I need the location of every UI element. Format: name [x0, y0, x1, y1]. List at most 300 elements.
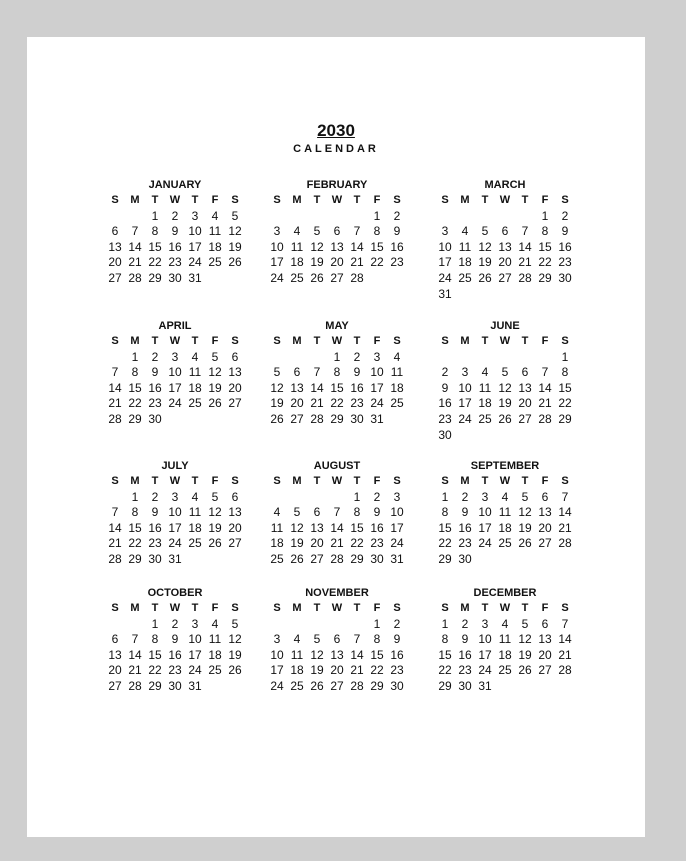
day-cell: 22 — [438, 663, 452, 678]
weekday-header: S — [231, 475, 239, 487]
day-cell: 23 — [458, 536, 472, 551]
day-cell: 17 — [438, 255, 452, 270]
day-cell: 23 — [350, 396, 364, 411]
day-cell: 18 — [458, 255, 472, 270]
day-cell: 18 — [498, 520, 512, 535]
weekday-header: S — [393, 602, 401, 614]
day-cell: 15 — [128, 380, 142, 395]
day-cell: 29 — [350, 551, 364, 566]
day-cell: 30 — [458, 551, 472, 566]
weekday-header: F — [373, 194, 381, 206]
weekday-header: S — [111, 475, 119, 487]
empty-day-cell — [307, 490, 327, 506]
day-cell: 17 — [370, 380, 384, 395]
weekday-header: F — [541, 475, 549, 487]
day-cell: 3 — [191, 208, 199, 223]
weekday-header: S — [231, 194, 239, 206]
day-cell: 19 — [478, 255, 492, 270]
weekday-header: W — [499, 475, 511, 487]
empty-day-cell — [307, 209, 327, 225]
weekday-header: T — [191, 475, 199, 487]
day-cell: 27 — [498, 270, 512, 285]
day-cell: 18 — [208, 647, 222, 662]
day-cell: 26 — [478, 270, 492, 285]
day-cell: 11 — [390, 365, 404, 380]
day-cell: 20 — [330, 663, 344, 678]
weekday-header: T — [151, 475, 159, 487]
empty-day-cell — [327, 209, 347, 225]
day-cell: 18 — [188, 520, 202, 535]
day-cell: 4 — [211, 616, 219, 631]
day-cell: 19 — [518, 520, 532, 535]
month-august — [267, 458, 407, 568]
day-cell: 12 — [478, 239, 492, 254]
day-cell: 9 — [393, 632, 401, 647]
month-grid — [435, 193, 575, 302]
day-cell: 29 — [538, 270, 552, 285]
day-cell: 2 — [171, 616, 179, 631]
day-cell: 13 — [108, 239, 122, 254]
day-cell: 15 — [148, 647, 162, 662]
day-cell: 4 — [501, 489, 509, 504]
weekday-header: S — [561, 335, 569, 347]
day-cell: 16 — [390, 647, 404, 662]
weekday-header: T — [313, 602, 321, 614]
day-cell: 20 — [228, 520, 242, 535]
day-cell: 13 — [498, 239, 512, 254]
day-cell: 1 — [151, 616, 159, 631]
day-cell: 14 — [558, 632, 572, 647]
month-name: FEBRUARY — [306, 179, 368, 191]
day-cell: 11 — [188, 505, 202, 520]
day-cell: 4 — [191, 489, 199, 504]
month-name: MARCH — [484, 179, 526, 191]
day-cell: 6 — [111, 224, 119, 239]
day-cell: 9 — [561, 224, 569, 239]
year-title: 2030 — [317, 121, 355, 140]
empty-day-cell — [347, 209, 367, 225]
day-cell: 24 — [370, 396, 384, 411]
day-cell: 11 — [188, 365, 202, 380]
day-cell: 5 — [231, 208, 239, 223]
month-grid — [267, 334, 407, 428]
day-cell: 14 — [538, 380, 552, 395]
day-cell: 14 — [108, 380, 122, 395]
empty-day-cell — [287, 617, 307, 633]
weekday-header: S — [231, 602, 239, 614]
month-june — [435, 318, 575, 443]
day-cell: 2 — [171, 208, 179, 223]
day-cell: 19 — [228, 647, 242, 662]
month-name: OCTOBER — [147, 587, 203, 599]
weekday-header: S — [393, 335, 401, 347]
day-cell: 20 — [330, 255, 344, 270]
day-cell: 2 — [353, 349, 361, 364]
weekday-header: T — [151, 335, 159, 347]
day-cell: 25 — [498, 536, 512, 551]
weekday-header: M — [460, 475, 470, 487]
day-cell: 9 — [171, 632, 179, 647]
day-cell: 2 — [151, 489, 159, 504]
day-cell: 19 — [310, 255, 324, 270]
day-cell: 25 — [478, 411, 492, 426]
day-cell: 27 — [538, 663, 552, 678]
day-cell: 14 — [128, 239, 142, 254]
empty-day-cell — [347, 617, 367, 633]
day-cell: 24 — [270, 678, 284, 693]
day-cell: 1 — [131, 349, 139, 364]
day-cell: 22 — [538, 255, 552, 270]
weekday-header: S — [441, 335, 449, 347]
day-cell: 29 — [330, 411, 344, 426]
empty-day-cell — [105, 350, 125, 366]
weekday-header: T — [191, 194, 199, 206]
day-cell: 31 — [168, 551, 182, 566]
day-cell: 6 — [501, 224, 509, 239]
day-cell: 6 — [541, 616, 549, 631]
day-cell: 15 — [438, 520, 452, 535]
weekday-header: T — [481, 335, 489, 347]
weekday-header: T — [521, 194, 529, 206]
day-cell: 25 — [458, 270, 472, 285]
day-cell: 8 — [131, 505, 139, 520]
empty-day-cell — [267, 490, 287, 506]
day-cell: 12 — [310, 239, 324, 254]
day-cell: 3 — [373, 349, 381, 364]
month-name: DECEMBER — [473, 587, 537, 599]
month-grid — [435, 474, 575, 568]
day-cell: 1 — [561, 349, 569, 364]
empty-day-cell — [267, 617, 287, 633]
day-cell: 28 — [128, 678, 142, 693]
day-cell: 22 — [350, 536, 364, 551]
day-cell: 29 — [370, 678, 384, 693]
day-cell: 23 — [148, 536, 162, 551]
day-cell: 17 — [458, 396, 472, 411]
weekday-header: F — [373, 475, 381, 487]
day-cell: 1 — [441, 616, 449, 631]
weekday-header: S — [561, 475, 569, 487]
day-cell: 22 — [370, 255, 384, 270]
day-cell: 8 — [151, 224, 159, 239]
weekday-header: S — [273, 194, 281, 206]
day-cell: 21 — [558, 520, 572, 535]
day-cell: 21 — [558, 647, 572, 662]
day-cell: 20 — [310, 536, 324, 551]
day-cell: 10 — [478, 632, 492, 647]
weekday-header: S — [273, 335, 281, 347]
day-cell: 5 — [521, 489, 529, 504]
day-cell: 8 — [353, 505, 361, 520]
weekday-header: F — [211, 475, 219, 487]
empty-day-cell — [475, 209, 495, 225]
day-cell: 19 — [518, 647, 532, 662]
weekday-header: F — [211, 335, 219, 347]
weekday-header: S — [441, 475, 449, 487]
weekday-header: T — [481, 475, 489, 487]
day-cell: 11 — [290, 647, 304, 662]
day-cell: 3 — [273, 224, 281, 239]
day-cell: 18 — [498, 647, 512, 662]
day-cell: 18 — [270, 536, 284, 551]
weekday-header: F — [373, 602, 381, 614]
weekday-header: F — [373, 335, 381, 347]
weekday-header: M — [130, 194, 140, 206]
day-cell: 7 — [561, 489, 569, 504]
day-cell: 13 — [310, 520, 324, 535]
day-cell: 1 — [541, 208, 549, 223]
weekday-header: W — [499, 602, 511, 614]
day-cell: 21 — [538, 396, 552, 411]
day-cell: 6 — [541, 489, 549, 504]
day-cell: 29 — [148, 678, 162, 693]
day-cell: 24 — [188, 255, 202, 270]
day-cell: 2 — [561, 208, 569, 223]
day-cell: 30 — [370, 551, 384, 566]
weekday-header: T — [313, 194, 321, 206]
weekday-header: F — [211, 602, 219, 614]
day-cell: 11 — [270, 520, 284, 535]
day-cell: 30 — [438, 427, 452, 442]
day-cell: 26 — [290, 551, 304, 566]
day-cell: 15 — [148, 239, 162, 254]
month-march — [435, 177, 575, 302]
day-cell: 29 — [148, 270, 162, 285]
day-cell: 11 — [290, 239, 304, 254]
day-cell: 20 — [538, 647, 552, 662]
weekday-header: M — [130, 475, 140, 487]
day-cell: 30 — [458, 678, 472, 693]
day-cell: 21 — [310, 396, 324, 411]
day-cell: 20 — [108, 663, 122, 678]
day-cell: 25 — [270, 551, 284, 566]
weekday-header: T — [313, 335, 321, 347]
day-cell: 6 — [293, 365, 301, 380]
weekday-header: W — [331, 335, 343, 347]
day-cell: 4 — [393, 349, 401, 364]
day-cell: 23 — [458, 663, 472, 678]
day-cell: 25 — [188, 536, 202, 551]
weekday-header: W — [331, 475, 343, 487]
day-cell: 9 — [441, 380, 449, 395]
month-name: AUGUST — [313, 460, 361, 472]
day-cell: 22 — [438, 536, 452, 551]
day-cell: 1 — [373, 616, 381, 631]
day-cell: 23 — [148, 396, 162, 411]
weekday-header: T — [353, 602, 361, 614]
day-cell: 9 — [171, 224, 179, 239]
empty-day-cell — [287, 350, 307, 366]
day-cell: 22 — [330, 396, 344, 411]
day-cell: 7 — [131, 632, 139, 647]
day-cell: 14 — [350, 647, 364, 662]
month-november — [267, 585, 407, 695]
day-cell: 28 — [310, 411, 324, 426]
day-cell: 14 — [310, 380, 324, 395]
day-cell: 9 — [373, 505, 381, 520]
empty-day-cell — [105, 209, 125, 225]
month-january — [105, 177, 245, 287]
day-cell: 30 — [148, 411, 162, 426]
day-cell: 13 — [228, 365, 242, 380]
empty-day-cell — [105, 490, 125, 506]
day-cell: 5 — [521, 616, 529, 631]
day-cell: 27 — [290, 411, 304, 426]
day-cell: 1 — [131, 489, 139, 504]
month-grid — [267, 193, 407, 287]
weekday-header: S — [393, 475, 401, 487]
day-cell: 24 — [270, 270, 284, 285]
weekday-header: F — [541, 602, 549, 614]
day-cell: 10 — [458, 380, 472, 395]
day-cell: 11 — [458, 239, 472, 254]
day-cell: 5 — [313, 632, 321, 647]
day-cell: 2 — [461, 489, 469, 504]
day-cell: 2 — [441, 365, 449, 380]
day-cell: 5 — [293, 505, 301, 520]
day-cell: 26 — [270, 411, 284, 426]
day-cell: 30 — [350, 411, 364, 426]
day-cell: 24 — [438, 270, 452, 285]
month-name: JUNE — [490, 320, 520, 332]
day-cell: 30 — [148, 551, 162, 566]
day-cell: 10 — [168, 505, 182, 520]
day-cell: 19 — [290, 536, 304, 551]
day-cell: 29 — [128, 411, 142, 426]
weekday-header: S — [561, 602, 569, 614]
day-cell: 27 — [228, 396, 242, 411]
weekday-header: T — [353, 194, 361, 206]
empty-day-cell — [267, 350, 287, 366]
day-cell: 6 — [521, 365, 529, 380]
day-cell: 19 — [208, 380, 222, 395]
month-grid — [435, 601, 575, 695]
day-cell: 23 — [168, 255, 182, 270]
day-cell: 5 — [501, 365, 509, 380]
day-cell: 25 — [188, 396, 202, 411]
weekday-header: S — [231, 335, 239, 347]
day-cell: 5 — [273, 365, 281, 380]
day-cell: 22 — [148, 255, 162, 270]
day-cell: 15 — [128, 520, 142, 535]
day-cell: 12 — [208, 365, 222, 380]
day-cell: 12 — [290, 520, 304, 535]
day-cell: 27 — [310, 551, 324, 566]
empty-day-cell — [495, 350, 515, 366]
day-cell: 22 — [370, 663, 384, 678]
day-cell: 17 — [270, 663, 284, 678]
day-cell: 8 — [131, 365, 139, 380]
day-cell: 2 — [373, 489, 381, 504]
day-cell: 17 — [168, 380, 182, 395]
day-cell: 28 — [518, 270, 532, 285]
weekday-header: M — [460, 335, 470, 347]
weekday-header: T — [151, 194, 159, 206]
day-cell: 24 — [168, 536, 182, 551]
day-cell: 17 — [188, 647, 202, 662]
day-cell: 12 — [208, 505, 222, 520]
day-cell: 26 — [208, 536, 222, 551]
day-cell: 9 — [151, 505, 159, 520]
day-cell: 14 — [558, 505, 572, 520]
day-cell: 5 — [231, 616, 239, 631]
day-cell: 15 — [438, 647, 452, 662]
day-cell: 26 — [310, 678, 324, 693]
day-cell: 17 — [188, 239, 202, 254]
month-july — [105, 458, 245, 568]
day-cell: 6 — [111, 632, 119, 647]
day-cell: 18 — [290, 255, 304, 270]
day-cell: 1 — [353, 489, 361, 504]
day-cell: 10 — [390, 505, 404, 520]
day-cell: 19 — [498, 396, 512, 411]
day-cell: 9 — [353, 365, 361, 380]
day-cell: 13 — [330, 239, 344, 254]
empty-day-cell — [515, 209, 535, 225]
day-cell: 26 — [518, 536, 532, 551]
day-cell: 17 — [390, 520, 404, 535]
day-cell: 15 — [558, 380, 572, 395]
day-cell: 1 — [373, 208, 381, 223]
day-cell: 23 — [370, 536, 384, 551]
day-cell: 27 — [330, 270, 344, 285]
day-cell: 14 — [330, 520, 344, 535]
day-cell: 12 — [228, 224, 242, 239]
day-cell: 5 — [481, 224, 489, 239]
weekday-header: T — [481, 194, 489, 206]
day-cell: 3 — [481, 489, 489, 504]
day-cell: 11 — [478, 380, 492, 395]
weekday-header: M — [292, 602, 302, 614]
day-cell: 27 — [108, 678, 122, 693]
day-cell: 15 — [330, 380, 344, 395]
day-cell: 28 — [330, 551, 344, 566]
day-cell: 30 — [168, 678, 182, 693]
weekday-header: T — [191, 602, 199, 614]
day-cell: 1 — [151, 208, 159, 223]
day-cell: 6 — [333, 224, 341, 239]
day-cell: 4 — [211, 208, 219, 223]
day-cell: 7 — [353, 632, 361, 647]
day-cell: 21 — [330, 536, 344, 551]
day-cell: 7 — [131, 224, 139, 239]
calendar-subtitle: CALENDAR — [293, 143, 379, 155]
day-cell: 7 — [111, 365, 119, 380]
day-cell: 4 — [273, 505, 281, 520]
weekday-header: T — [521, 475, 529, 487]
day-cell: 17 — [478, 647, 492, 662]
weekday-header: S — [561, 194, 569, 206]
day-cell: 30 — [558, 270, 572, 285]
day-cell: 18 — [290, 663, 304, 678]
empty-day-cell — [327, 617, 347, 633]
day-cell: 12 — [270, 380, 284, 395]
day-cell: 31 — [188, 678, 202, 693]
empty-day-cell — [475, 350, 495, 366]
day-cell: 12 — [228, 632, 242, 647]
day-cell: 22 — [128, 536, 142, 551]
day-cell: 15 — [538, 239, 552, 254]
month-grid — [435, 334, 575, 443]
weekday-header: W — [169, 194, 181, 206]
day-cell: 3 — [273, 632, 281, 647]
day-cell: 17 — [270, 255, 284, 270]
month-october — [105, 585, 245, 695]
day-cell: 6 — [231, 349, 239, 364]
day-cell: 21 — [128, 663, 142, 678]
day-cell: 8 — [373, 632, 381, 647]
day-cell: 21 — [108, 536, 122, 551]
